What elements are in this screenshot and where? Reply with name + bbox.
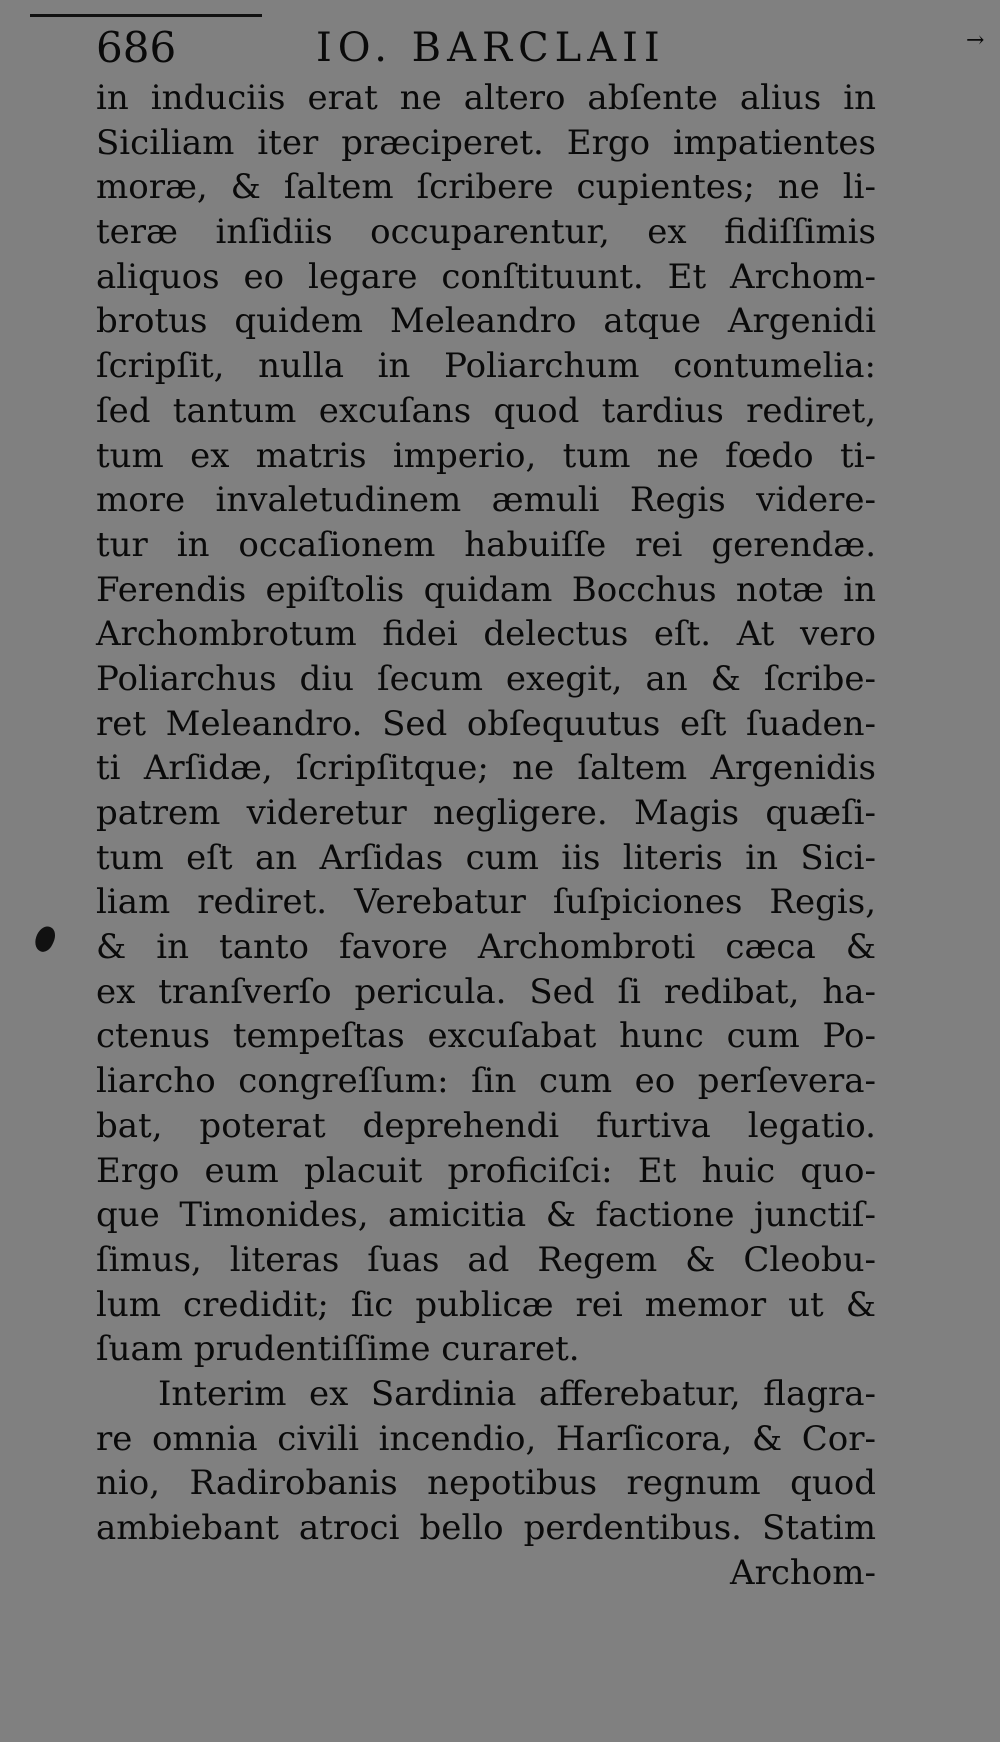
text-line: lum credidit; ſic publicæ rei memor ut & bbox=[96, 1284, 876, 1325]
text-line: Poliarchus diu ſecum exegit, an & ſcribe- bbox=[96, 658, 876, 699]
text-line: que Timonides, amicitia & factione junctiſ- bbox=[96, 1195, 876, 1236]
text-line: bat, poterat deprehendi furtiva legatio. bbox=[96, 1105, 876, 1146]
text-line: in induciis erat ne altero abſente alius in bbox=[96, 78, 876, 118]
text-line: ſimus, literas ſuas ad Regem & Cleobu- bbox=[96, 1239, 876, 1280]
text-line: ſuam prudentiſſime curaret. bbox=[96, 1329, 580, 1370]
running-head: IO. BARCLAII bbox=[316, 25, 666, 71]
paragraph-start-line: Interim ex Sardinia afferebatur, flagra- bbox=[158, 1373, 876, 1414]
text-line: patrem videretur negligere. Magis quæſi- bbox=[96, 793, 876, 833]
corner-mark: → bbox=[966, 28, 985, 53]
text-line: & in tanto favore Archombroti cæca & bbox=[96, 927, 876, 968]
text-line: moræ, & ſaltem ſcribere cupientes; ne li- bbox=[96, 167, 876, 208]
text-line: tur in occaſionem habuiſſe rei gerendæ. bbox=[96, 524, 876, 565]
text-line: liam rediret. Verebatur ſuſpiciones Regis, bbox=[96, 882, 876, 923]
text-line: ſed tantum excuſans quod tardius rediret, bbox=[96, 390, 876, 431]
text-line: aliquos eo legare conſtituunt. Et Archom- bbox=[96, 256, 876, 297]
top-rule bbox=[30, 14, 262, 17]
text-line: brotus quidem Meleandro atque Argenidi bbox=[96, 301, 876, 342]
catchword: Archom- bbox=[730, 1552, 876, 1593]
text-line: more invaletudinem æmuli Regis videre- bbox=[96, 480, 876, 521]
text-line: re omnia civili incendio, Harſicora, & Cor- bbox=[96, 1418, 876, 1459]
text-line: teræ inſidiis occuparentur, ex fidiſſimis bbox=[96, 212, 876, 253]
text-line: Ferendis epiſtolis quidam Bocchus notæ in bbox=[96, 569, 876, 610]
text-line: ambiebant atroci bello perdentibus. Statim bbox=[96, 1508, 876, 1548]
text-line: ret Meleandro. Sed obſequutus eſt ſuaden- bbox=[96, 703, 876, 744]
page-number: 686 bbox=[96, 23, 177, 72]
text-line: liarcho congreſſum: ſin cum eo perſevera- bbox=[96, 1061, 876, 1102]
text-line: ctenus tempeſtas excuſabat hunc cum Po- bbox=[96, 1016, 876, 1057]
text-line: Archombrotum fidei delectus eſt. At vero bbox=[96, 614, 876, 655]
text-line: tum ex matris imperio, tum ne fœdo ti- bbox=[96, 435, 876, 476]
text-line: Ergo eum placuit proficiſci: Et huic quo- bbox=[96, 1150, 876, 1191]
text-line: ſcripſit, nulla in Poliarchum contumelia: bbox=[96, 346, 876, 387]
text-line: tum eſt an Arſidas cum iis literis in Sici- bbox=[96, 837, 876, 878]
text-line: ex tranſverſo pericula. Sed ſi redibat, ha- bbox=[96, 971, 876, 1012]
margin-ink-mark bbox=[31, 923, 58, 954]
text-line: ti Arſidæ, ſcripſitque; ne ſaltem Argenidis bbox=[96, 748, 876, 789]
page-header bbox=[96, 18, 736, 78]
body-text bbox=[96, 76, 876, 1595]
text-line: Siciliam iter præciperet. Ergo impatientes bbox=[96, 122, 876, 163]
text-line: nio, Radirobanis nepotibus regnum quod bbox=[96, 1463, 876, 1504]
